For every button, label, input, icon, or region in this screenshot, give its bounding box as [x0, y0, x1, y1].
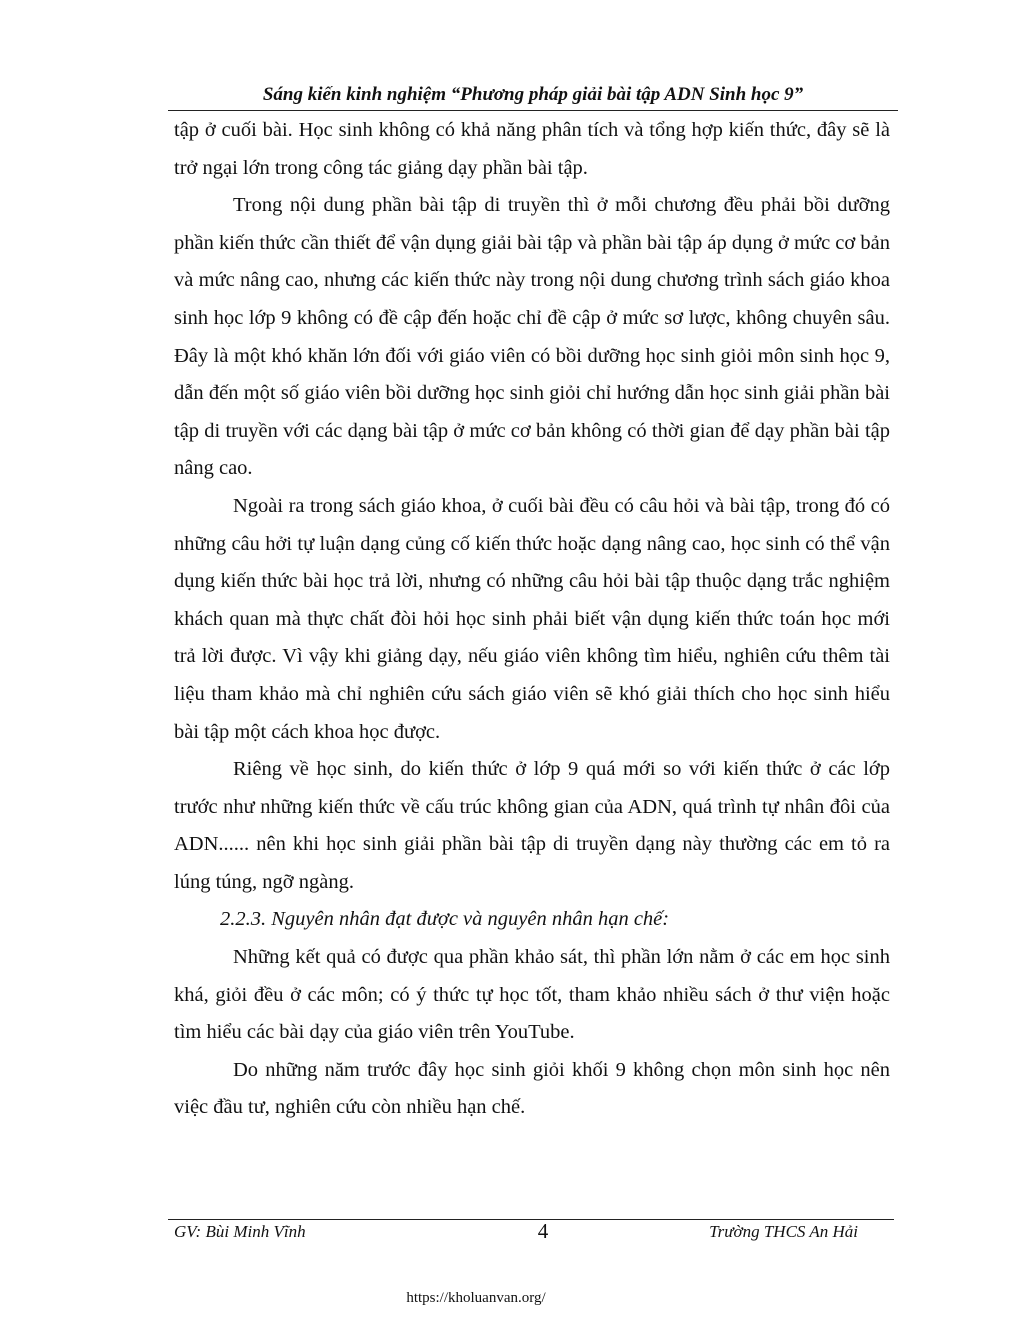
paragraph: Ngoài ra trong sách giáo khoa, ở cuối bài đều có câu hỏi và bài tập, trong đó có những câu hởi tự luận dạng củng cố kiến thức hoặc dạng nâng cao, học sinh có thể vận dụng kiến thức bài học trả lời, nhưng có những câu hỏi bài tập thuộc dạng trắc nghiệm khách quan mà thực chất đòi hỏi học sinh phải biết vận dụng kiến thức toán học mới trả lời được. Vì vậy khi giảng dạy, nếu giáo viên không tìm hiểu, nghiên cứu thêm tài liệu tham khảo mà chỉ nghiên cứu sách giáo viên sẽ khó giải thích cho học sinh hiểu bài tập một cách khoa học được.	[174, 494, 890, 743]
paragraph: Trong nội dung phần bài tập di truyền thì ở mỗi chương đều phải bồi dưỡng phần kiến thức cần thiết để vận dụng giải bài tập và phần bài tập áp dụng ở mức cơ bản và mức nâng cao, nhưng các kiến thức này trong nội dung chương trình sách giáo khoa sinh học lớp 9 không có đề cập đến hoặc chỉ đề cập ở mức sơ lược, không chuyên sâu. Đây là một khó khăn lớn đối với giáo viên có bồi dưỡng học sinh giỏi môn sinh học 9, dẫn đến một số giáo viên bồi dưỡng học sinh giỏi chỉ hướng dẫn học sinh giải phần bài tập di truyền với các dạng bài tập ở mức cơ bản không có thời gian để dạy phần bài tập nâng cao.	[174, 194, 890, 480]
body-text	[174, 112, 890, 1127]
footer-author: GV: Bùi Minh Vĩnh	[174, 1222, 306, 1241]
section-heading: 2.2.3. Nguyên nhân đạt được và nguyên nhân hạn chế:	[220, 908, 670, 931]
paragraph: Những kết quả có được qua phần khảo sát, thì phần lớn nằm ở các em học sinh khá, giỏi đều ở các môn; có ý thức tự học tốt, tham khảo nhiều sách ở thư viện hoặc tìm hiểu các bài dạy của giáo viên trên YouTube.	[174, 946, 890, 1044]
page-number: 4	[537, 1219, 549, 1243]
paragraph-continuation: tập ở cuối bài. Học sinh không có khả năng phân tích và tổng hợp kiến thức, đây sẽ là trở ngại lớn trong công tác giảng dạy phần bài tập.	[174, 119, 890, 179]
footer-school: Trường THCS An Hải	[709, 1222, 858, 1241]
header-title: Sáng kiến kinh nghiệm “Phương pháp giải bài tập ADN Sinh học 9”	[262, 84, 804, 105]
header-divider	[168, 110, 898, 111]
paragraph: Riêng về học sinh, do kiến thức ở lớp 9 quá mới so với kiến thức ở các lớp trước như những kiến thức về cấu trúc không gian của ADN, quá trình tự nhân đôi của ADN...... nên khi học sinh giải phần bài tập di truyền dạng này thường các em tỏ ra lúng túng, ngỡ ngàng.	[174, 758, 890, 893]
paragraph: Do những năm trước đây học sinh giỏi khối 9 không chọn môn sinh học nên việc đầu tư, nghiên cứu còn nhiều hạn chế.	[174, 1058, 890, 1119]
source-url: https://kholuanvan.org/	[406, 1290, 546, 1306]
